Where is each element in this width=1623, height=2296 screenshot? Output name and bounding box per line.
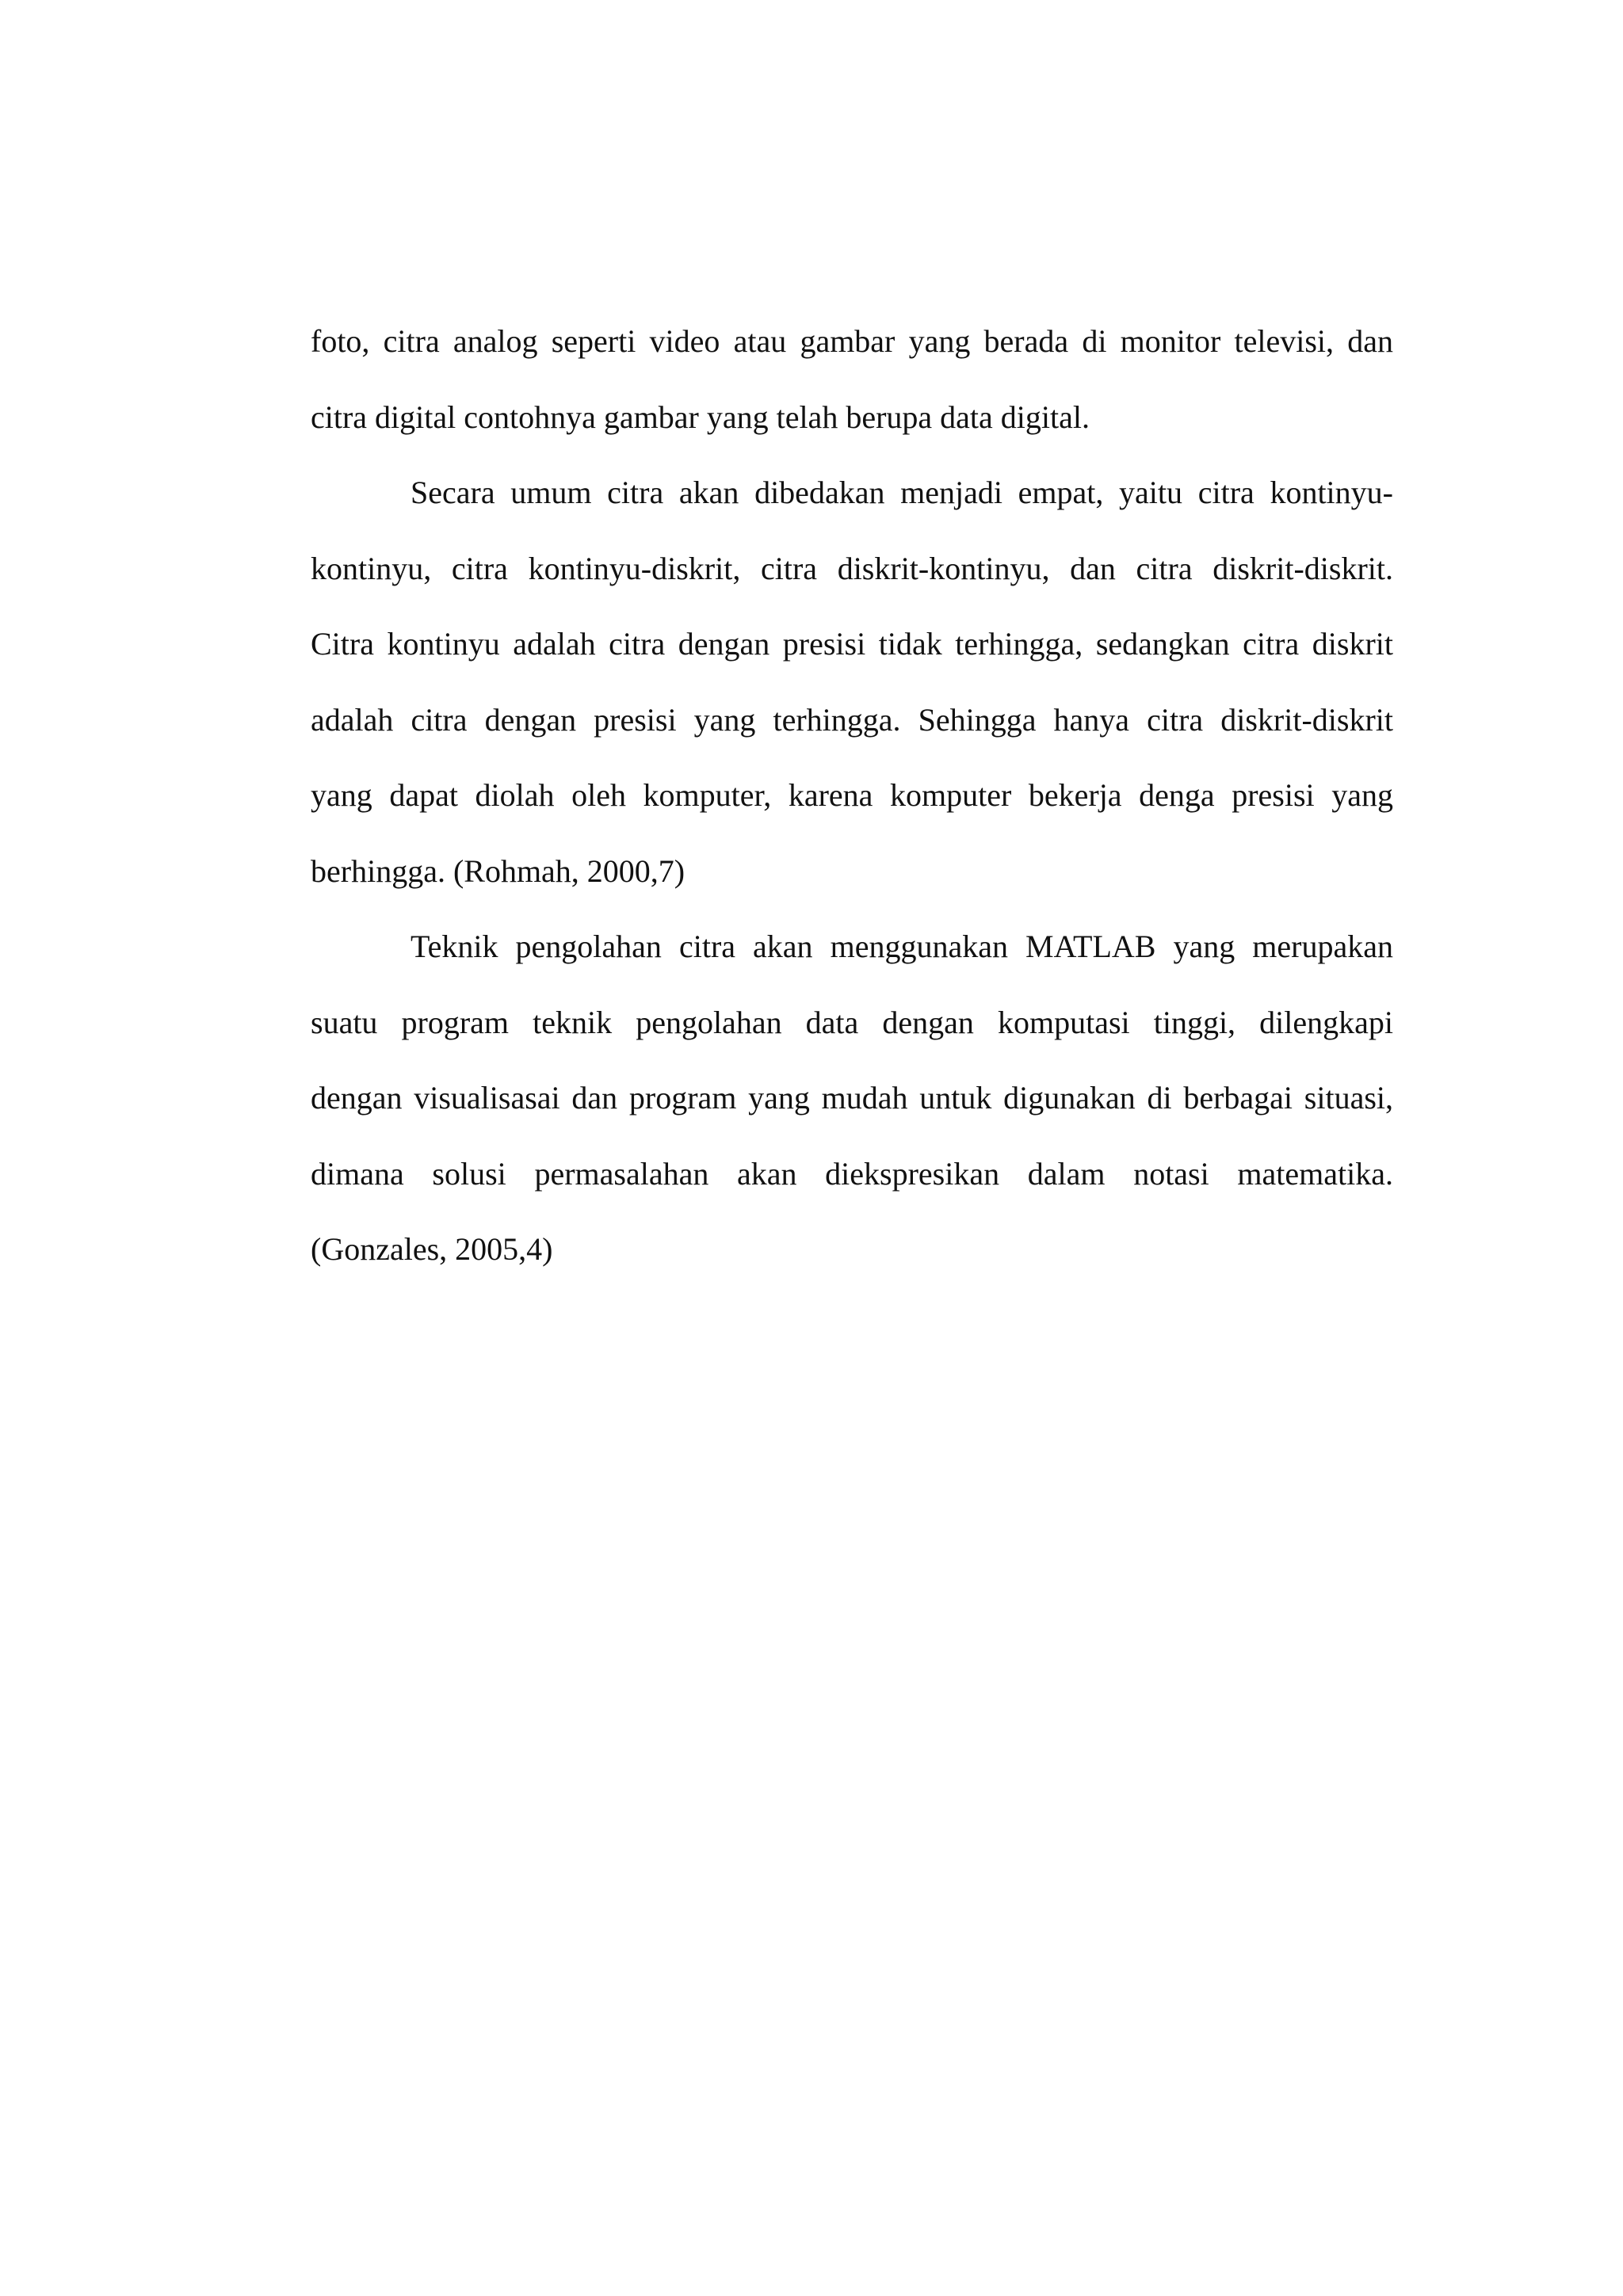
paragraph-line: Teknik pengolahan citra akan menggunakan MATLAB yang merupakan [411, 929, 1393, 964]
paragraph-line: kontinyu, citra kontinyu-diskrit, citra diskrit-kontinyu, dan citra diskrit-diskrit. [311, 550, 1393, 586]
paragraph-3 [311, 909, 1393, 1287]
paragraph-line: Secara umum citra akan dibedakan menjadi empat, yaitu citra kontinyu- [411, 475, 1393, 510]
paragraph-line: foto, citra analog seperti video atau gambar yang berada di monitor televisi, dan [311, 323, 1393, 359]
paragraph-line: (Gonzales, 2005,4) [311, 1231, 553, 1267]
paragraph-line: adalah citra dengan presisi yang terhingga. Sehingga hanya citra diskrit-diskrit [311, 701, 1393, 738]
paragraph-line: suatu program teknik pengolahan data dengan komputasi tinggi, dilengkapi [311, 1004, 1393, 1040]
paragraph-line: dengan visualisasai dan program yang mudah untuk digunakan di berbagai situasi, [311, 1080, 1393, 1116]
paragraph-line: yang dapat diolah oleh komputer, karena komputer bekerja denga presisi yang [311, 777, 1393, 813]
body-text [311, 303, 1393, 1287]
paragraph-line: dimana solusi permasalahan akan diekspresikan dalam notasi matematika. [311, 1155, 1393, 1192]
paragraph-1 [311, 303, 1393, 455]
paragraph-line: berhingga. (Rohmah, 2000,7) [311, 852, 685, 889]
paragraph-line: Citra kontinyu adalah citra dengan presisi tidak terhingga, sedangkan citra diskrit [311, 626, 1393, 662]
paragraph-line: citra digital contohnya gambar yang telah berupa data digital. [311, 399, 1090, 435]
paragraph-2 [311, 455, 1393, 909]
